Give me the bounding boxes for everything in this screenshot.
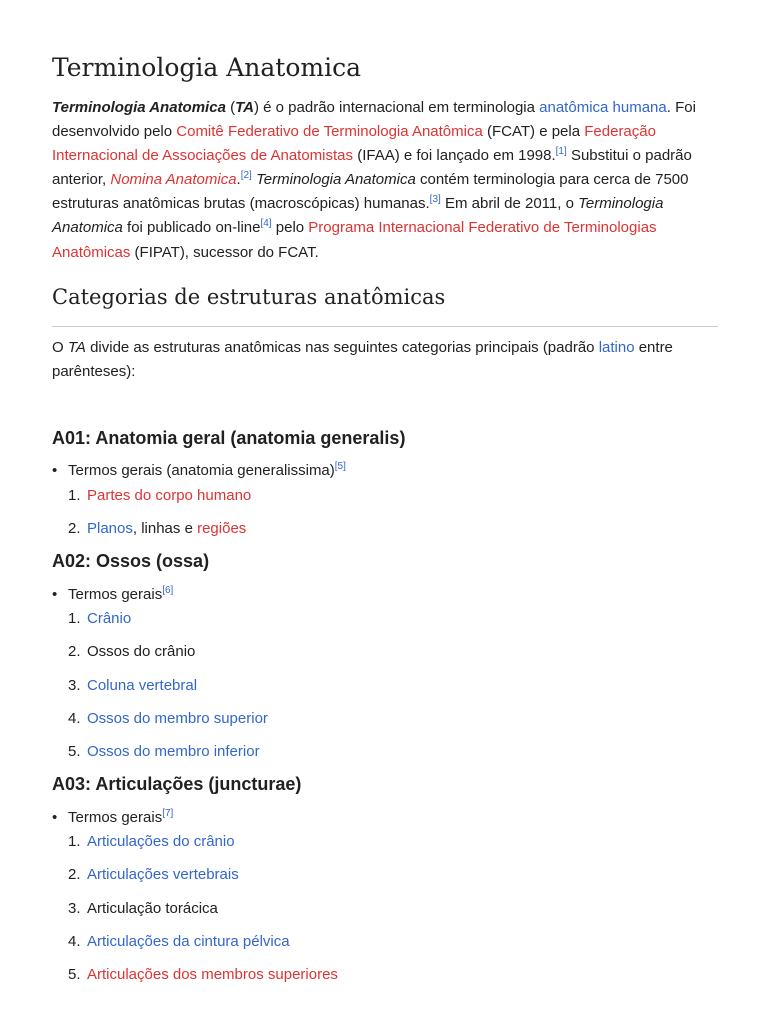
link-cranio[interactable]: Crânio (87, 610, 132, 627)
ref-2-link[interactable]: [2] (240, 170, 252, 182)
text: Em abril de 2011, o (440, 195, 579, 213)
page-title: Terminologia Anatomica (52, 53, 361, 82)
list-number: 4. (68, 710, 81, 727)
text: ) é o padrão internacional em terminologia (253, 99, 540, 116)
list-item (68, 740, 260, 764)
link-coluna-vertebral[interactable]: Coluna vertebral (87, 677, 198, 694)
section-divider (52, 326, 718, 327)
bullet-icon: • (52, 462, 58, 479)
list-number: 2. (68, 643, 81, 660)
a03-heading: A03: Articulações (juncturae) (52, 774, 302, 794)
term-name: Terminologia Anatomica (52, 99, 226, 116)
list-number: 3. (68, 900, 81, 917)
section-paragraph (52, 336, 720, 384)
text: contém terminologia para cerca de 7500 estruturas anatômicas brutas (macroscópicas) humanas. (52, 171, 689, 213)
bullet-text: Termos gerais (68, 586, 163, 603)
text: ( (225, 99, 236, 116)
ref-6-link[interactable]: [6] (162, 585, 174, 596)
list-item (68, 640, 195, 664)
text-italic: Terminologia Anatomica (52, 195, 664, 237)
text: entre parênteses): (52, 339, 673, 380)
list-item (68, 607, 131, 631)
a01-heading: A01: Anatomia geral (anatomia generalis) (52, 428, 406, 448)
text: . Foi desenvolvido pelo (52, 99, 696, 141)
list-number: 1. (68, 610, 81, 627)
link-nomina-anatomica[interactable]: Nomina Anatomica (110, 171, 237, 189)
list-number: 2. (68, 520, 81, 537)
bullet-text: Termos gerais (68, 809, 163, 826)
link-articulacoes-membros-superiores[interactable]: Articulações dos membros superiores (87, 966, 338, 983)
text: pelo (271, 219, 309, 237)
list-text: Articulação torácica (87, 900, 218, 917)
list-number: 5. (68, 743, 81, 760)
list-number: 1. (68, 833, 81, 850)
bullet-icon: • (52, 586, 58, 603)
text: . (236, 171, 241, 189)
ref-7-link[interactable]: [7] (162, 808, 174, 819)
bullet-icon: • (52, 809, 58, 826)
text: divide as estruturas anatômicas nas seguintes categorias principais (padrão (85, 339, 599, 356)
link-articulacoes-cintura-pelvica[interactable]: Articulações da cintura pélvica (87, 933, 290, 950)
term-abbr: TA (235, 99, 254, 116)
list-number: 2. (68, 866, 81, 883)
section-heading: Categorias de estruturas anatômicas (52, 285, 446, 309)
link-comite-federativo[interactable]: Comitê Federativo de Terminologia Anatômica (176, 123, 483, 141)
text-italic: TA (67, 339, 86, 356)
list-number: 4. (68, 933, 81, 950)
link-latino[interactable]: latino (598, 339, 635, 356)
list-item (68, 863, 239, 887)
list-text: Ossos do crânio (87, 643, 196, 660)
list-item (68, 674, 197, 698)
list-item (68, 517, 246, 541)
link-programa-internacional[interactable]: Programa Internacional Federativo de Terminologias Anatômicas (52, 219, 657, 261)
text: foi publicado on-line (122, 219, 261, 237)
list-item (68, 930, 290, 954)
text: , linhas e (132, 520, 198, 537)
list-item (68, 830, 235, 854)
list-number: 1. (68, 487, 81, 504)
link-regioes[interactable]: regiões (197, 520, 247, 537)
link-partes-do-corpo[interactable]: Partes do corpo humano (87, 487, 252, 504)
list-item (68, 707, 268, 731)
bullet-text: Termos gerais (anatomia generalissima) (68, 462, 335, 479)
ref-3-link[interactable]: [3] (429, 194, 441, 206)
list-item (68, 484, 251, 508)
text: O (52, 339, 68, 356)
link-ossos-membro-superior[interactable]: Ossos do membro superior (87, 710, 268, 727)
link-ossos-membro-inferior[interactable]: Ossos do membro inferior (87, 743, 260, 760)
list-number: 3. (68, 677, 81, 694)
list-item (68, 897, 218, 921)
text-italic: Terminologia Anatomica (251, 171, 416, 189)
link-articulacoes-vertebrais[interactable]: Articulações vertebrais (87, 866, 239, 883)
ref-5-link[interactable]: [5] (334, 461, 346, 472)
list-number: 5. (68, 966, 81, 983)
ref-1-link[interactable]: [1] (555, 146, 567, 158)
link-federacao-internacional[interactable]: Federação Internacional de Associações de Anatomistas (52, 123, 656, 165)
link-anatomica-humana[interactable]: anatômica humana (539, 99, 667, 116)
a02-heading: A02: Ossos (ossa) (52, 551, 210, 571)
text: (FIPAT), sucessor do FCAT. (130, 243, 319, 261)
list-item (68, 963, 338, 987)
link-articulacoes-cranio[interactable]: Articulações do crânio (87, 833, 235, 850)
link-planos[interactable]: Planos (87, 520, 133, 537)
text: (IFAA) e foi lançado em 1998. (353, 147, 556, 165)
text: Substitui o padrão anterior, (52, 147, 692, 189)
ref-4-link[interactable]: [4] (260, 218, 272, 230)
text: (FCAT) e pela (482, 123, 585, 141)
intro-paragraph (52, 96, 720, 265)
